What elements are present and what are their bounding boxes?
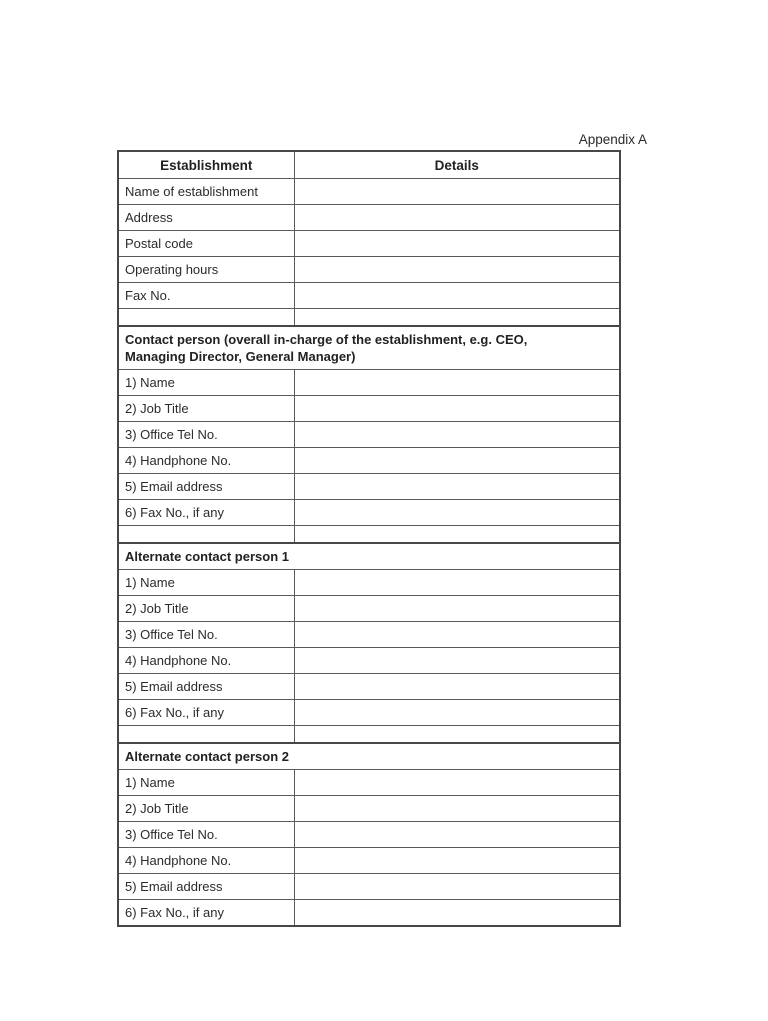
establishment-details-table <box>117 150 621 927</box>
details-cell <box>294 257 620 283</box>
details-cell <box>294 205 620 231</box>
row-label-email-address: 5) Email address <box>118 874 294 900</box>
details-cell <box>294 570 620 596</box>
row-label-address: Address <box>118 205 294 231</box>
details-cell <box>294 179 620 205</box>
details-cell <box>294 283 620 309</box>
row-label-fax-no-if-any: 6) Fax No., if any <box>118 700 294 726</box>
table-row <box>118 674 620 700</box>
row-label-postal-code: Postal code <box>118 231 294 257</box>
column-header-details: Details <box>294 151 620 179</box>
column-header-establishment: Establishment <box>118 151 294 179</box>
table-row <box>118 422 620 448</box>
table-header-row <box>118 151 620 179</box>
section-title-cell <box>118 326 620 370</box>
table-row <box>118 622 620 648</box>
spacer-cell <box>118 309 294 327</box>
details-cell <box>294 900 620 927</box>
table-row <box>118 848 620 874</box>
row-label-office-tel-no: 3) Office Tel No. <box>118 622 294 648</box>
table-row <box>118 700 620 726</box>
row-label-handphone-no: 4) Handphone No. <box>118 448 294 474</box>
table-row <box>118 570 620 596</box>
spacer-cell <box>294 526 620 544</box>
details-cell <box>294 500 620 526</box>
table-row <box>118 900 620 927</box>
table-row <box>118 257 620 283</box>
spacer-cell <box>118 526 294 544</box>
spacer-cell <box>294 726 620 744</box>
table-row <box>118 648 620 674</box>
section-title-cell <box>118 543 620 570</box>
table-row <box>118 596 620 622</box>
section-header-alternate-contact-1 <box>118 543 620 570</box>
section-header-contact-person <box>118 326 620 370</box>
table-row <box>118 874 620 900</box>
row-label-office-tel-no: 3) Office Tel No. <box>118 822 294 848</box>
row-label-job-title: 2) Job Title <box>118 596 294 622</box>
section-title: Alternate contact person 2 <box>125 749 289 764</box>
row-label-office-tel-no: 3) Office Tel No. <box>118 422 294 448</box>
details-cell <box>294 796 620 822</box>
row-label-job-title: 2) Job Title <box>118 796 294 822</box>
table-row <box>118 474 620 500</box>
section-title: Alternate contact person 1 <box>125 549 289 564</box>
details-cell <box>294 474 620 500</box>
row-label-handphone-no: 4) Handphone No. <box>118 648 294 674</box>
details-cell <box>294 700 620 726</box>
spacer-cell <box>294 309 620 327</box>
details-cell <box>294 648 620 674</box>
table-row <box>118 500 620 526</box>
table-row <box>118 205 620 231</box>
table-row <box>118 796 620 822</box>
section-title: Contact person (overall in-charge of the establishment, e.g. CEO, Managing Director, General Manager) <box>125 332 528 364</box>
details-cell <box>294 231 620 257</box>
section-title-cell <box>118 743 620 770</box>
row-label-email-address: 5) Email address <box>118 474 294 500</box>
row-label-operating-hours: Operating hours <box>118 257 294 283</box>
details-cell <box>294 822 620 848</box>
spacer-row <box>118 526 620 544</box>
details-cell <box>294 874 620 900</box>
details-cell <box>294 370 620 396</box>
table-row <box>118 770 620 796</box>
section-header-alternate-contact-2 <box>118 743 620 770</box>
row-label-name: 1) Name <box>118 570 294 596</box>
table-row <box>118 448 620 474</box>
row-label-fax-no-if-any: 6) Fax No., if any <box>118 500 294 526</box>
document-page <box>117 132 647 927</box>
spacer-row <box>118 726 620 744</box>
table-row <box>118 179 620 205</box>
row-label-name: 1) Name <box>118 370 294 396</box>
row-label-email-address: 5) Email address <box>118 674 294 700</box>
details-cell <box>294 596 620 622</box>
row-label-name-of-establishment: Name of establishment <box>118 179 294 205</box>
details-cell <box>294 448 620 474</box>
table-row <box>118 396 620 422</box>
appendix-label: Appendix A <box>578 132 647 147</box>
row-label-fax-no-if-any: 6) Fax No., if any <box>118 900 294 927</box>
row-label-fax-no: Fax No. <box>118 283 294 309</box>
table-row <box>118 370 620 396</box>
spacer-row <box>118 309 620 327</box>
details-cell <box>294 422 620 448</box>
details-cell <box>294 848 620 874</box>
table-row <box>118 822 620 848</box>
table-row <box>118 231 620 257</box>
details-cell <box>294 674 620 700</box>
details-cell <box>294 770 620 796</box>
row-label-handphone-no: 4) Handphone No. <box>118 848 294 874</box>
row-label-job-title: 2) Job Title <box>118 396 294 422</box>
table-row <box>118 283 620 309</box>
row-label-name: 1) Name <box>118 770 294 796</box>
spacer-cell <box>118 726 294 744</box>
details-cell <box>294 622 620 648</box>
details-cell <box>294 396 620 422</box>
